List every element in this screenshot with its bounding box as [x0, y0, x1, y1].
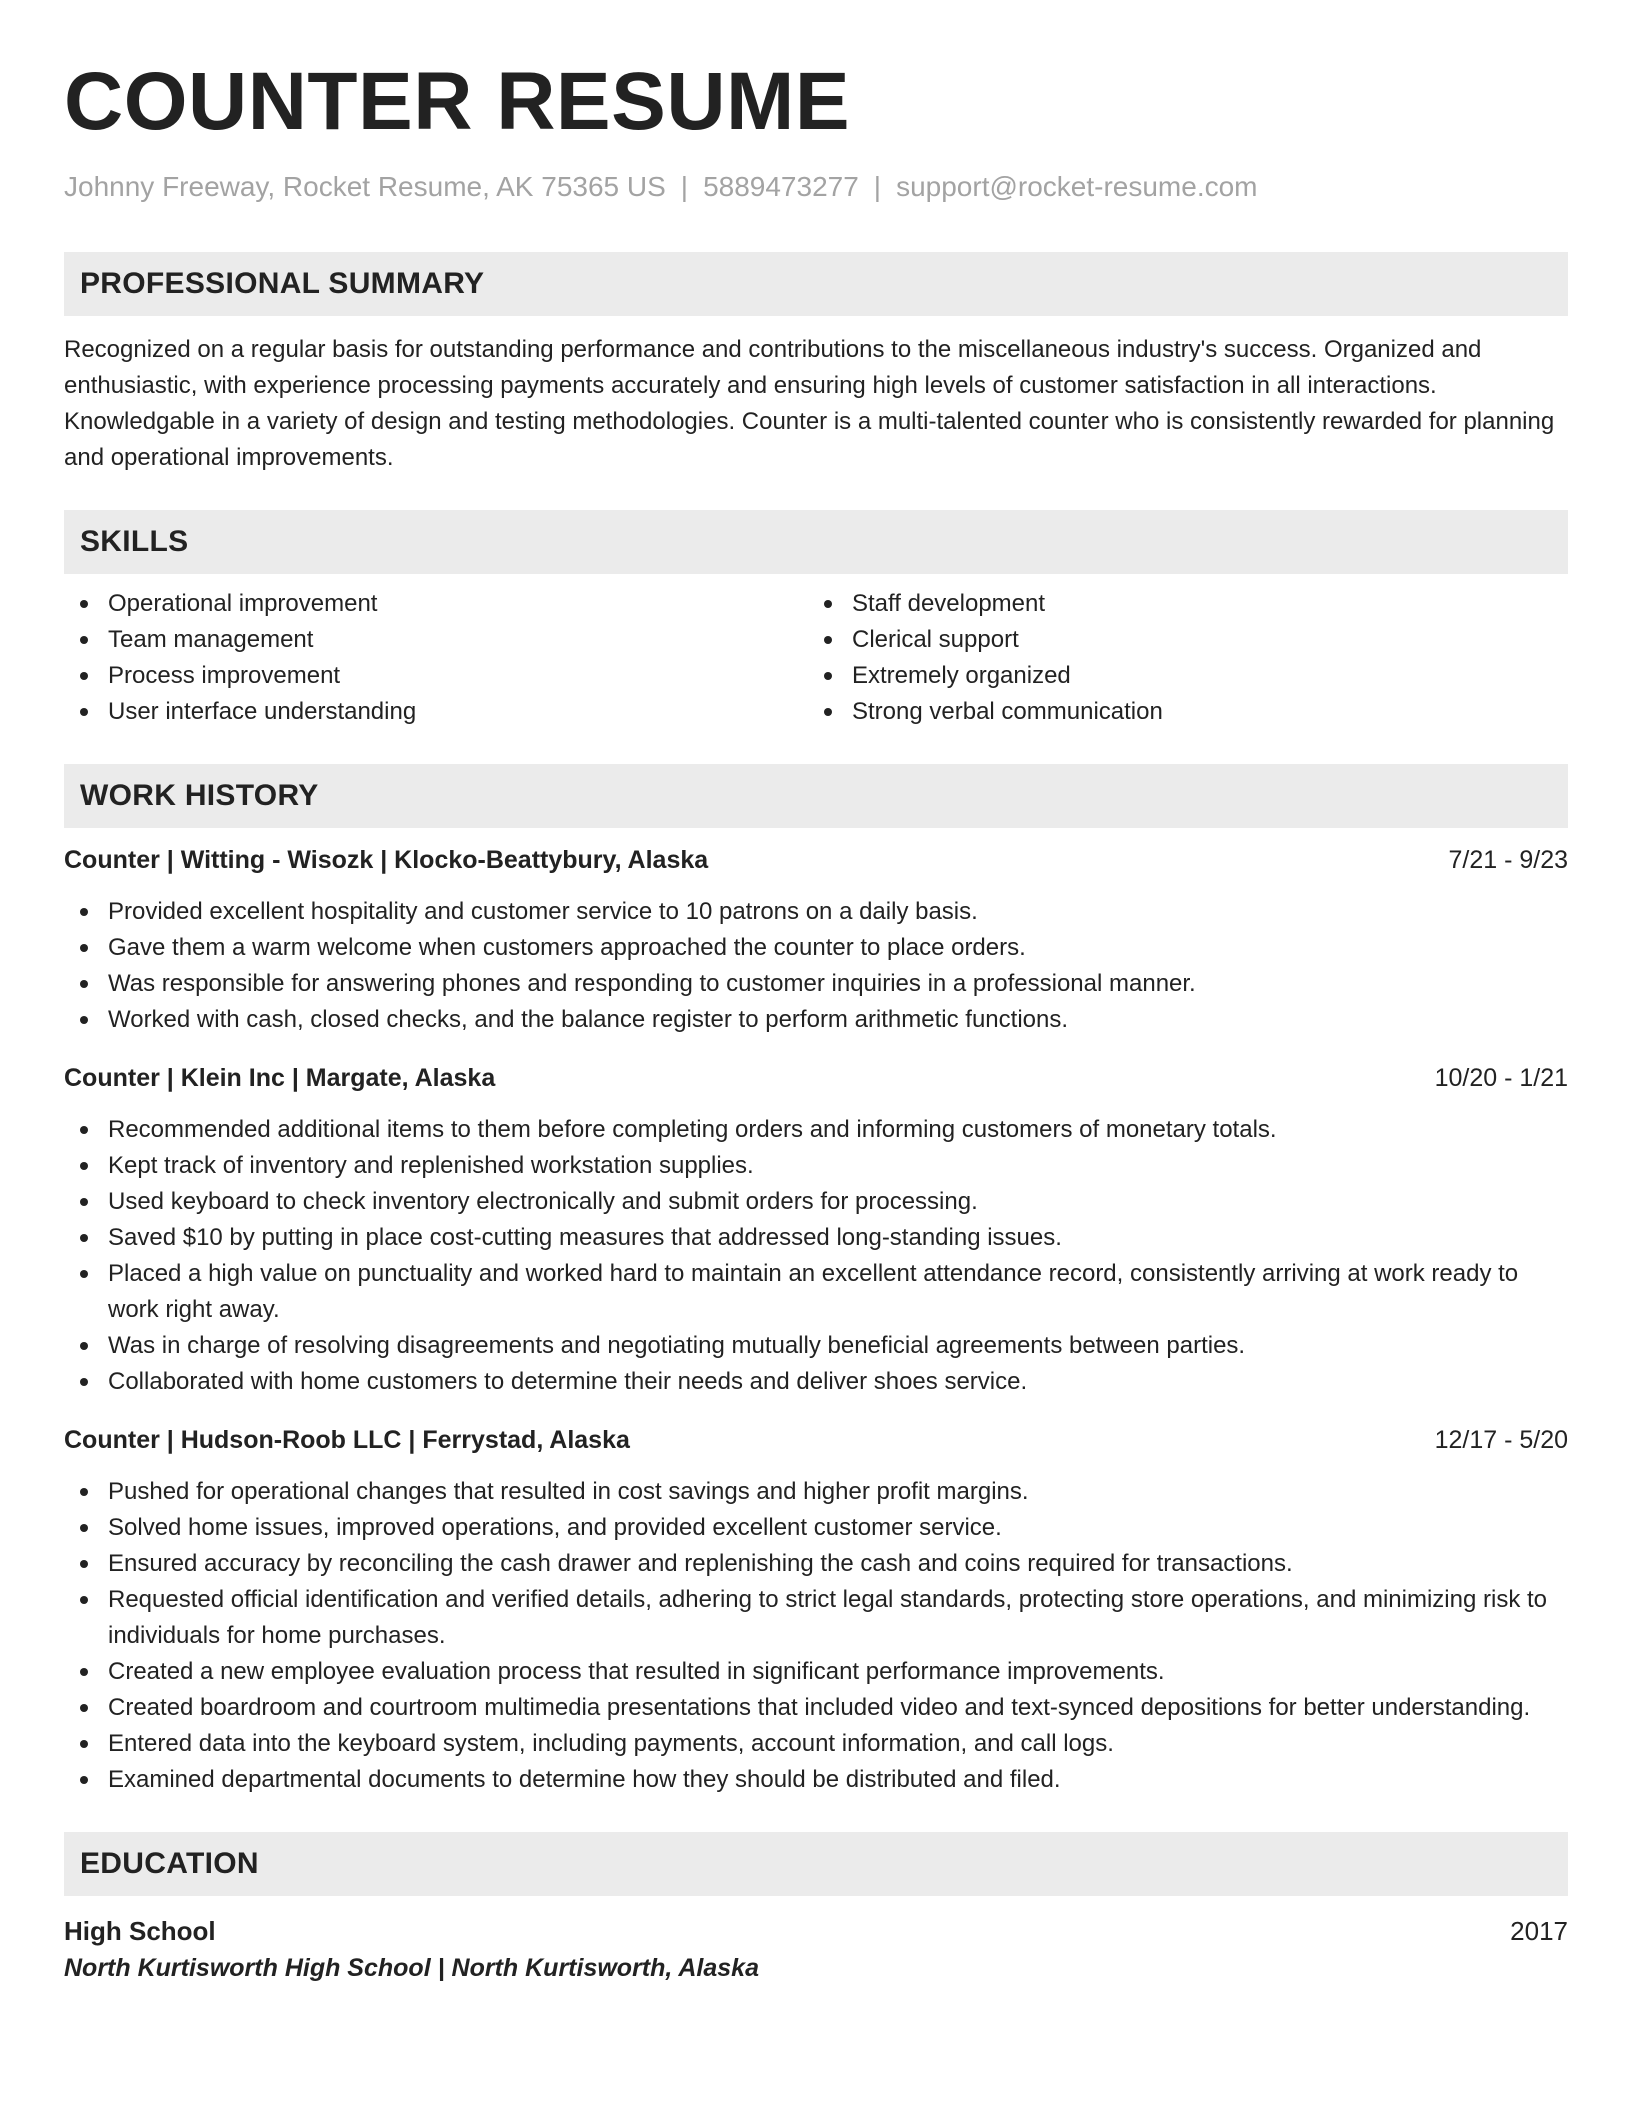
job-title: Counter | Witting - Wisozk | Klocko-Beattybury, Alaska: [64, 846, 709, 874]
job-bullet: Created a new employee evaluation process that resulted in significant performance improvements.: [64, 1654, 1568, 1690]
job-bullet: Collaborated with home customers to determine their needs and deliver shoes service.: [64, 1364, 1568, 1400]
skill-item: Process improvement: [64, 658, 808, 694]
job-title: Counter | Klein Inc | Margate, Alaska: [64, 1064, 496, 1092]
job-header: [64, 1060, 1568, 1096]
job-bullet: Recommended additional items to them before completing orders and informing customers of monetary totals.: [64, 1112, 1568, 1148]
job-bullets: [64, 1112, 1568, 1400]
job-bullet: Entered data into the keyboard system, including payments, account information, and call logs.: [64, 1726, 1568, 1762]
section-header-skills: SKILLS: [64, 510, 1568, 574]
job-entry: [64, 1422, 1568, 1798]
job-bullet: Ensured accuracy by reconciling the cash drawer and replenishing the cash and coins required for transactions.: [64, 1546, 1568, 1582]
skill-item: Extremely organized: [808, 658, 1552, 694]
contact-email: support@rocket-resume.com: [896, 171, 1258, 202]
job-bullets: [64, 894, 1568, 1038]
skills-left-list: [64, 586, 808, 730]
summary-text: Recognized on a regular basis for outstanding performance and contributions to the miscellaneous industry's success. Organized and enthusiastic, with experience processing payments accurately and ensuring high levels of customer satisfaction in all interactions. Knowledgable in a variety of design and testing methodologies. Counter is a multi-talented counter who is consistently rewarded for planning and operational improvements.: [64, 336, 1555, 471]
contact-phone: 5889473277: [703, 171, 859, 202]
skill-item: Operational improvement: [64, 586, 808, 622]
job-bullet: Examined departmental documents to determine how they should be distributed and filed.: [64, 1762, 1568, 1798]
job-bullets: [64, 1474, 1568, 1798]
skill-item: Team management: [64, 622, 808, 658]
contact-separator: |: [873, 171, 882, 202]
job-bullet: Kept track of inventory and replenished workstation supplies.: [64, 1148, 1568, 1184]
education-entry: [64, 1912, 1568, 1986]
job-bullet: Was responsible for answering phones and responding to customer inquiries in a professional manner.: [64, 966, 1568, 1002]
job-bullet: Provided excellent hospitality and customer service to 10 patrons on a daily basis.: [64, 894, 1568, 930]
skill-item: User interface understanding: [64, 694, 808, 730]
job-header: [64, 842, 1568, 878]
job-bullet: Gave them a warm welcome when customers approached the counter to place orders.: [64, 930, 1568, 966]
education-year: 2017: [1510, 1916, 1568, 1946]
education-degree: High School: [64, 1916, 216, 1946]
job-title: Counter | Hudson-Roob LLC | Ferrystad, Alaska: [64, 1426, 630, 1454]
contact-separator: |: [680, 171, 689, 202]
job-bullet: Worked with cash, closed checks, and the balance register to perform arithmetic functions.: [64, 1002, 1568, 1038]
job-bullet: Used keyboard to check inventory electronically and submit orders for processing.: [64, 1184, 1568, 1220]
job-header: [64, 1422, 1568, 1458]
job-dates: 7/21 - 9/23: [1448, 846, 1568, 874]
job-bullet: Solved home issues, improved operations, and provided excellent customer service.: [64, 1510, 1568, 1546]
job-bullet: Requested official identification and verified details, adhering to strict legal standards, protecting store operations, and minimizing risk to individuals for home purchases.: [64, 1582, 1568, 1654]
education-school: North Kurtisworth High School | North Kurtisworth, Alaska: [64, 1954, 759, 1982]
section-header-education: EDUCATION: [64, 1832, 1568, 1896]
section-header-work-history: WORK HISTORY: [64, 764, 1568, 828]
contact-address: Johnny Freeway, Rocket Resume, AK 75365 US: [64, 171, 666, 202]
job-entry: [64, 1060, 1568, 1400]
section-header-summary: PROFESSIONAL SUMMARY: [64, 252, 1568, 316]
resume-title: COUNTER RESUME: [64, 56, 851, 147]
contact-line: [64, 170, 1568, 204]
job-bullet: Pushed for operational changes that resulted in cost savings and higher profit margins.: [64, 1474, 1568, 1510]
skills-right-list: [808, 586, 1552, 730]
skill-item: Strong verbal communication: [808, 694, 1552, 730]
job-bullet: Was in charge of resolving disagreements and negotiating mutually beneficial agreements between parties.: [64, 1328, 1568, 1364]
job-bullet: Saved $10 by putting in place cost-cutting measures that addressed long-standing issues.: [64, 1220, 1568, 1256]
skills-columns: [64, 586, 1568, 730]
job-dates: 12/17 - 5/20: [1434, 1426, 1568, 1454]
job-bullet: Created boardroom and courtroom multimedia presentations that included video and text-synced depositions for better understanding.: [64, 1690, 1568, 1726]
job-bullet: Placed a high value on punctuality and worked hard to maintain an excellent attendance record, consistently arriving at work ready to work right away.: [64, 1256, 1568, 1328]
skill-item: Staff development: [808, 586, 1552, 622]
job-entry: [64, 842, 1568, 1038]
skill-item: Clerical support: [808, 622, 1552, 658]
job-dates: 10/20 - 1/21: [1434, 1064, 1568, 1092]
education-header: [64, 1912, 1568, 1950]
